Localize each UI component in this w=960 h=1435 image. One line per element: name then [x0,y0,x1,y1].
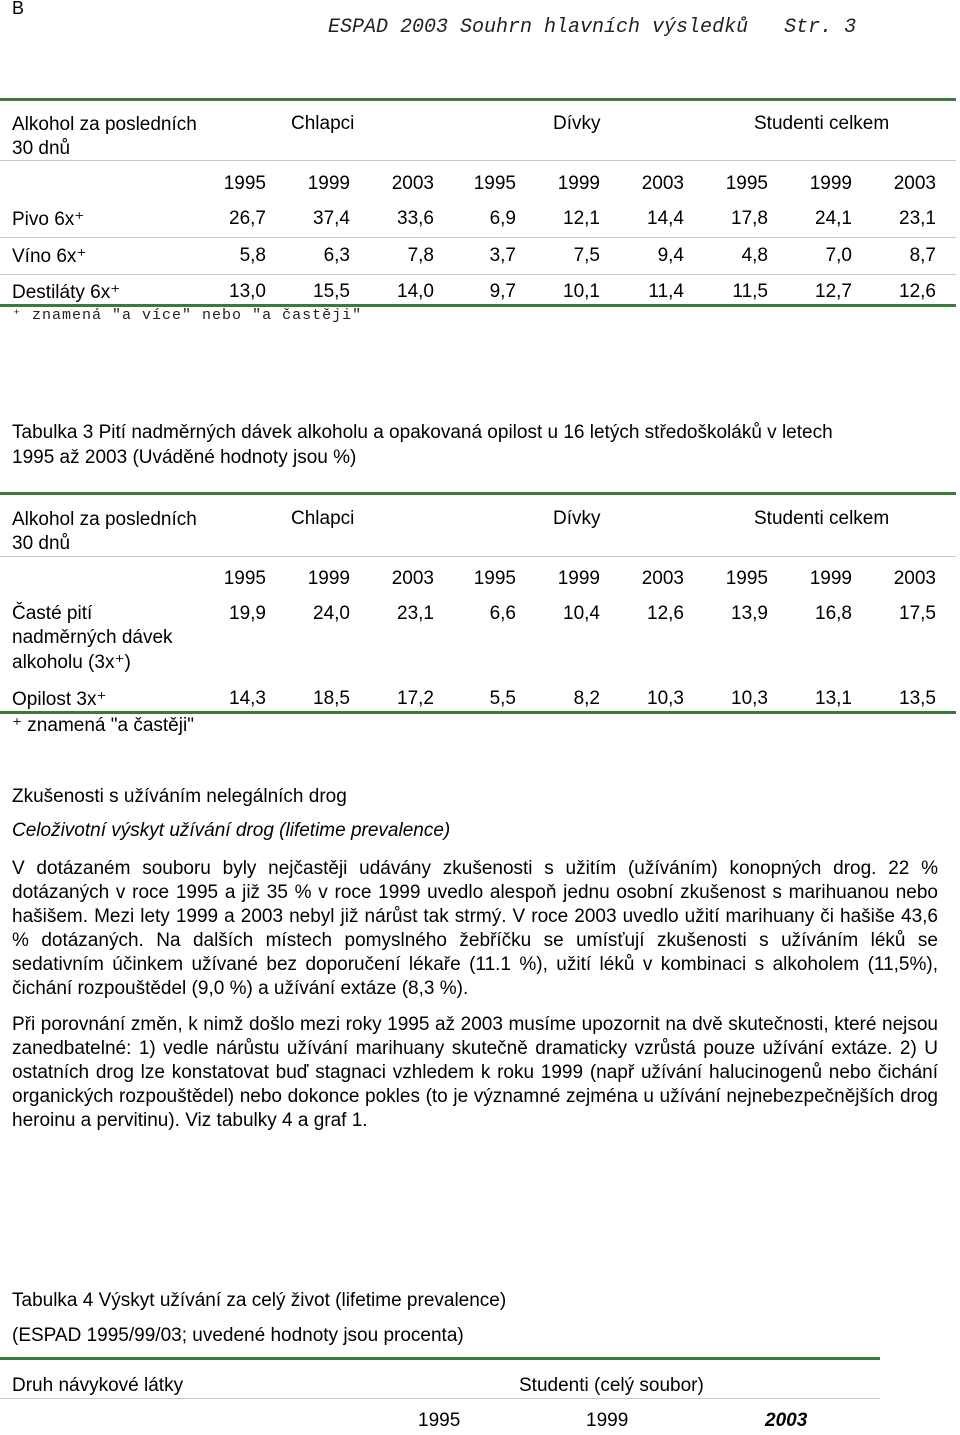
row-label-line: Časté pití [12,603,93,624]
section-subheading: Celoživotní výskyt užívání drog (lifetime prevalence) [12,820,451,841]
page-letter: B [12,0,25,18]
value-cell: 11,4 [648,281,684,302]
table-caption-line2: (ESPAD 1995/99/03; uvedené hodnoty jsou procenta) [12,1325,464,1346]
value-cell: 12,6 [899,281,936,302]
value-cell: 6,3 [323,245,350,266]
year-cell: 1999 [557,568,600,589]
value-cell: 14,0 [397,281,434,302]
value-cell: 12,1 [563,208,600,229]
table-top-rule [0,98,956,101]
table-footnote: ⁺ znamená "a častěji" [12,715,194,736]
column-header-students: Studenti (celý soubor) [519,1375,704,1396]
header-divider [0,556,956,557]
value-cell: 8,7 [909,245,936,266]
value-cell: 4,8 [741,245,768,266]
row-label: Destiláty 6x⁺ [12,282,121,303]
year-cell: 2003 [641,173,684,194]
table-row-header: Alkohol za posledních 30 dnů [12,509,197,554]
value-cell: 13,5 [899,688,936,709]
header-divider [0,1398,880,1399]
value-cell: 18,5 [313,688,350,709]
value-cell: 7,8 [407,245,434,266]
year-cell: 1995 [725,568,768,589]
group-header-total: Studenti celkem [754,508,890,529]
value-cell: 10,4 [563,603,600,624]
value-cell: 5,5 [489,688,516,709]
value-cell: 23,1 [899,208,936,229]
value-cell: 10,1 [563,281,600,302]
year-cell: 1999 [307,173,350,194]
year-cell: 1995 [223,568,266,589]
value-cell: 17,8 [731,208,768,229]
running-header: ESPAD 2003 Souhrn hlavních výsledků Str. 3 [328,16,857,39]
value-cell: 26,7 [229,208,266,229]
year-cell: 1999 [809,568,852,589]
table-footnote: ⁺ znamená "a více" nebo "a častěji" [12,307,363,324]
table-caption: Tabulka 3 Pití nadměrných dávek alkoholu a opakovaná opilost u 16 letých středoškoláků v letech [12,422,833,443]
body-paragraph [12,1013,938,1133]
value-cell: 24,0 [313,603,350,624]
value-cell: 10,3 [647,688,684,709]
value-cell: 8,2 [573,688,600,709]
row-label: Víno 6x⁺ [12,246,87,267]
value-cell: 9,4 [657,245,684,266]
value-cell: 14,4 [647,208,684,229]
paragraph-text: V dotázaném souboru byly nejčastěji udávány zkušenosti s užitím (užíváním) konopných drog. 22 % dotázaných v roce 1995 a již 35 % v roce 1999 uvedlo alespoň jednu osobní zkušenost s marihuanou nebo hašišem. Mezi lety 1999 a 2003 nebyl již nárůst tak strmý. V roce 2003 uvedlo užití marihuany či hašiše 43,6 % dotázaných. Na dalších místech pomyslného žebříčku se umísťují zkušenosti s užíváním léků se sedativním účinkem užívané bez doporučení lékaře (11.1 %), užití léků v kombinaci s alkoholem (11,5%), čichání rozpouštědel (9,0 %) a užívání extáze (8,3 %). [12,858,938,999]
year-cell: 1995 [473,173,516,194]
table-top-rule [0,1357,880,1360]
section-heading: Zkušenosti s užíváním nelegálních drog [12,786,347,807]
value-cell: 37,4 [313,208,350,229]
value-cell: 12,6 [647,603,684,624]
row-divider [0,237,956,238]
paragraph-text: Při porovnání změn, k nimž došlo mezi roky 1995 až 2003 musíme upozornit na dvě skutečnosti, které nejsou zanedbatelné: 1) vedle nárůstu užívání marihuany skutečně dramaticky vzrůstá pouze užívání extáze. 2) U ostatních drog lze konstatovat buď stagnaci vzhledem k roku 1999 (např užívání halucinogenů nebo čichání organických rozpouštědel) nebo dokonce pokles (to je významné zejména u užívání nejnebezpečnějších drog heroinu a pervitinu). Viz tabulky 4 a graf 1. [12,1014,938,1131]
group-header-girls: Dívky [553,508,601,529]
value-cell: 6,9 [489,208,516,229]
value-cell: 19,9 [229,603,266,624]
year-cell: 1995 [223,173,266,194]
row-divider [0,274,956,275]
value-cell: 5,8 [239,245,266,266]
year-cell: 2003 [893,568,936,589]
value-cell: 13,1 [815,688,852,709]
row-label: Pivo 6x⁺ [12,209,85,230]
value-cell: 12,7 [815,281,852,302]
year-cell: 1999 [809,173,852,194]
value-cell: 11,5 [732,281,768,302]
row-label-line: nadměrných dávek [12,627,173,648]
value-cell: 24,1 [815,208,852,229]
year-cell: 2003 [641,568,684,589]
group-header-girls: Dívky [553,113,601,134]
group-header-total: Studenti celkem [754,113,890,134]
table-top-rule [0,492,956,495]
value-cell: 13,9 [731,603,768,624]
value-cell: 23,1 [397,603,434,624]
row-label-line: alkoholu (3x⁺) [12,652,131,673]
year-cell: 2003 [391,173,434,194]
table-row-header: Alkohol za posledních 30 dnů [12,114,197,159]
value-cell: 17,2 [397,688,434,709]
value-cell: 9,7 [489,281,516,302]
value-cell: 33,6 [397,208,434,229]
table-caption: Tabulka 4 Výskyt užívání za celý život (lifetime prevalence) [12,1290,507,1311]
year-cell: 2003 [765,1410,808,1431]
value-cell: 3,7 [489,245,516,266]
group-header-boys: Chlapci [291,113,355,134]
value-cell: 16,8 [815,603,852,624]
year-cell: 2003 [893,173,936,194]
year-cell: 1999 [586,1410,629,1431]
value-cell: 7,0 [825,245,852,266]
year-cell: 1995 [725,173,768,194]
table-caption-line2: 1995 až 2003 (Uváděné hodnoty jsou %) [12,447,357,468]
value-cell: 15,5 [313,281,350,302]
year-cell: 1999 [557,173,600,194]
row-label-line: Opilost 3x⁺ [12,689,107,710]
year-cell: 2003 [391,568,434,589]
value-cell: 6,6 [489,603,516,624]
value-cell: 7,5 [573,245,600,266]
year-cell: 1999 [307,568,350,589]
header-divider [0,160,956,161]
value-cell: 10,3 [731,688,768,709]
body-paragraph [12,857,938,1001]
value-cell: 17,5 [899,603,936,624]
year-cell: 1995 [473,568,516,589]
value-cell: 13,0 [229,281,266,302]
value-cell: 14,3 [229,688,266,709]
group-header-boys: Chlapci [291,508,355,529]
year-cell: 1995 [418,1410,461,1431]
column-header-substance: Druh návykové látky [12,1375,184,1396]
